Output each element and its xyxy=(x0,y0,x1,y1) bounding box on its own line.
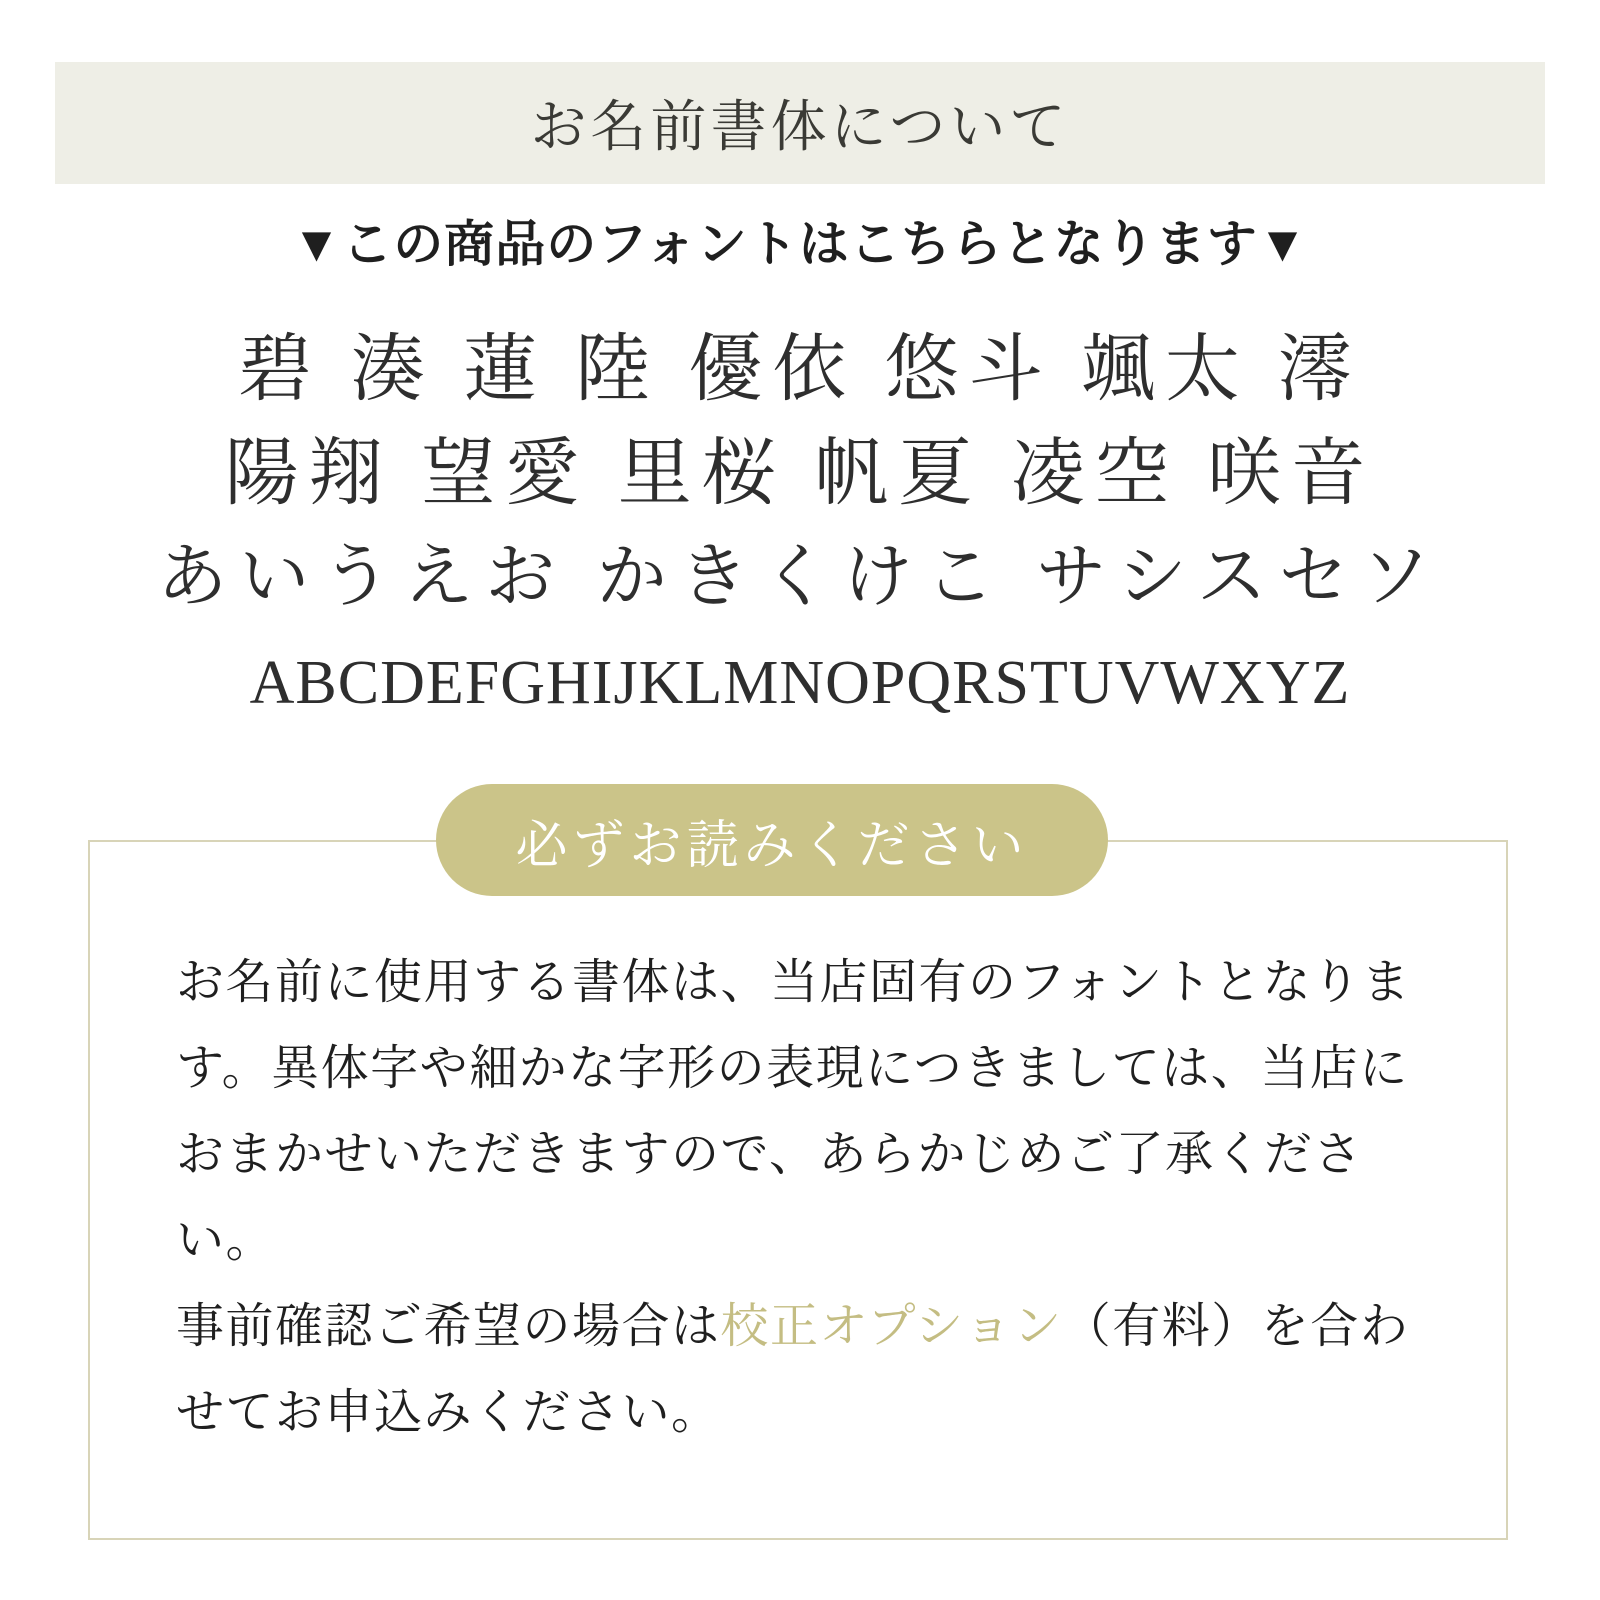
font-sample-line-kanji-2: 陽翔 望愛 里桜 帆夏 凌空 咲音 xyxy=(224,433,1376,515)
font-sample-line-latin: ABCDEFGHIJKLMNOPQRSTUVWXYZ xyxy=(249,649,1351,717)
subheading: ▼この商品のフォントはこちらとなります▼ xyxy=(291,216,1309,272)
font-sample-line-kana: あいうえお かきくけこ サシスセソ xyxy=(157,539,1443,616)
notice-paragraph-2-post: （有料）を合わせてお申込みください。 xyxy=(176,1300,1410,1439)
font-sample-line-kanji-1: 碧 湊 蓮 陸 優依 悠斗 颯太 澪 xyxy=(238,329,1362,411)
header-band xyxy=(55,62,1545,184)
page-title: お名前書体について xyxy=(530,95,1070,158)
notice-paragraph-1: お名前に使用する書体は、当店固有のフォントとなります。異体字や細かな字形の表現につきましては、当店におまかせいただきますので、あらかじめご了承ください。 xyxy=(176,956,1412,1267)
font-sample-block xyxy=(0,318,1600,736)
notice-body xyxy=(176,940,1416,1456)
notice-pill-badge xyxy=(436,784,1108,896)
proofreading-option-link[interactable]: 校正オプション xyxy=(720,1300,1063,1353)
notice-pill-label: 必ずお読みください xyxy=(515,816,1029,875)
notice-paragraph-2 xyxy=(176,1284,1416,1456)
notice-paragraph-2-pre: 事前確認ご希望の場合は xyxy=(176,1300,721,1353)
